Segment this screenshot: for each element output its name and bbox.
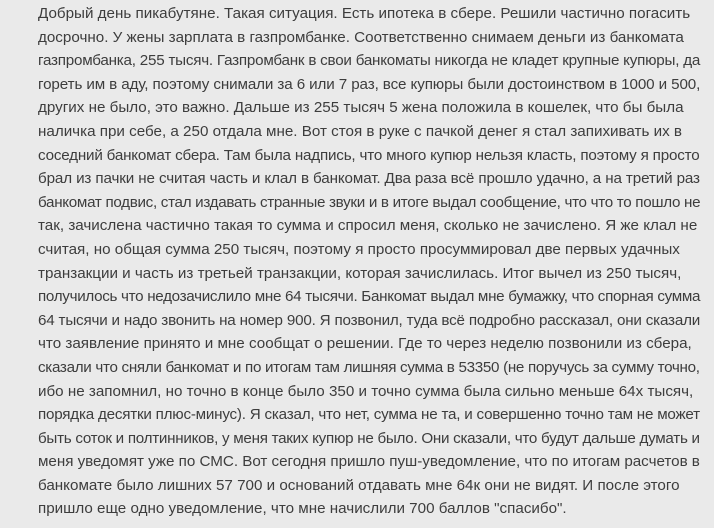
text-line-7: соседний банкомат сбера. Там была надпись, что много купюр нельзя класть, поэтому я просто [38, 146, 700, 164]
text-line-11: считая, но общая сумма 250 тысяч, поэтому я просто просуммировал две первых удачных [38, 240, 680, 258]
text-line-20: меня уведомят уже по СМС. Вот сегодня пришло пуш-уведомление, что по итогам расчетов в [38, 453, 700, 471]
text-line-19: быть соток и полтинников, у меня таких купюр не было. Они сказали, что будут дальше думать и [38, 429, 700, 447]
text-line-8: брал из пачки не считая часть и клал в банкомат. Два раза всё прошло удачно, а на третий раз [38, 170, 700, 188]
text-line-15: что заявление принято и мне сообщат о решении. Где то через неделю позвонили из сбера, [38, 335, 692, 353]
text-line-14: 64 тысячи и надо звонить на номер 900. Я позвонил, туда всё подробно рассказал, они сказали [38, 311, 701, 329]
text-line-13: получилось что недозачислило мне 64 тысячи. Банкомат выдал мне бумажку, что спорная сумма [38, 288, 701, 306]
text-line-5: других не было, это важно. Дальше из 255 тысяч 5 жена положила в кошелек, что бы была [38, 99, 684, 117]
text-line-9: банкомат подвис, стал издавать странные звуки и в итоге выдал сообщение, что что то пошло не [38, 193, 701, 211]
text-line-6: наличка при себе, а 250 отдала мне. Вот стоя в руке с пачкой денег я стал запихивать их в [38, 122, 682, 140]
text-line-12: транзакции и часть из третьей транзакции, которая зачислилась. Итог вычел из 250 тысяч, [38, 264, 682, 282]
text-line-4: гореть им в аду, поэтому снимали за 6 или 7 раз, все купюры были достоинством в 1000 и 500, [38, 75, 701, 93]
post-text [38, 2, 700, 521]
text-line-10: так, зачислена частично такая то сумма и спросил меня, сколько не зачислено. Я же клал не [38, 217, 698, 235]
text-line-3: газпромбанка, 255 тысяч. Газпромбанк в свои банкоматы никогда не кладет крупные купюры, да [38, 52, 701, 70]
text-line-2: досрочно. У жены зарплата в газпромбанке. Соответственно снимаем деньги из банкомата [38, 28, 684, 46]
text-line-18: порядка десятки плюс-минус). Я сказал, что нет, сумма не та, и совершенно точно там не может [38, 406, 700, 424]
text-line-17: ибо не запомнил, но точно в конце было 350 и точно сумма была сильно меньше 64х тысяч, [38, 382, 694, 400]
text-line-16: сказали что сняли банкомат и по итогам там лишняя сумма в 53350 (не поручусь за сумму точно, [38, 358, 700, 376]
text-line-22: пришло еще одно уведомление, что мне начислили 700 баллов "спасибо". [38, 500, 567, 518]
text-line-21: банкомате было лишних 57 700 и оснований отдавать мне 64к они не видят. И после этого [38, 476, 680, 494]
text-line-1: Добрый день пикабутяне. Такая ситуация. Есть ипотека в сбере. Решили частично погасить [38, 5, 691, 22]
